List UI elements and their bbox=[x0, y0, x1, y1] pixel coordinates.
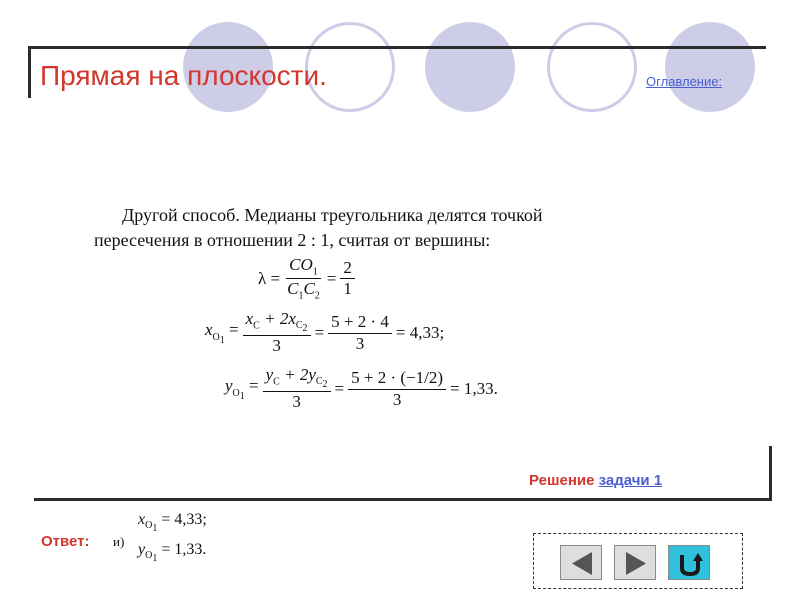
previous-slide-button[interactable] bbox=[560, 545, 602, 580]
frame-left-line bbox=[28, 46, 31, 98]
paragraph-line-1: Другой способ. Медианы треугольника делятся точкой bbox=[122, 205, 543, 225]
decor-circle-5 bbox=[665, 22, 755, 112]
decor-circle-3 bbox=[425, 22, 515, 112]
eq3-fraction-1: $\frac{y_C + 2y_{C_2}}{3}$ bbox=[263, 366, 331, 412]
table-of-contents-link[interactable]: Оглавление: bbox=[646, 74, 723, 89]
solution-label: Решение bbox=[529, 472, 595, 489]
answer-x: $x_{O_1} = 4,33$; bbox=[138, 511, 207, 535]
eq1-fraction-1: $\frac{CO_1}{C_1C_2}$ bbox=[287, 255, 320, 302]
decor-circle-4 bbox=[547, 22, 637, 112]
frame-right-line bbox=[769, 446, 772, 501]
arrow-right-icon bbox=[615, 546, 657, 581]
frame-top-line bbox=[28, 46, 766, 49]
eq3-fraction-2: $\frac{5 + 2 \cdot (-1/2)}{3}$ bbox=[348, 369, 446, 409]
return-button[interactable] bbox=[668, 545, 710, 580]
solution-reference bbox=[529, 472, 662, 489]
equation-y: $y_{O_1}$ = $\frac{y_C + 2y_{C_2}}{3}$ = $\frac{5 + 2 \cdot (-1/2)}{3}$ = 1,33. bbox=[225, 365, 498, 412]
equation-lambda: λ = $\frac{CO_1}{C_1C_2}$ = $\frac{2}{1}$ bbox=[258, 256, 359, 302]
next-slide-button[interactable] bbox=[614, 545, 656, 580]
eq1-fraction-2: $\frac{2}{1}$ bbox=[340, 259, 355, 299]
answer-conjunction: и) bbox=[113, 534, 125, 549]
arrow-left-icon bbox=[561, 546, 603, 581]
eq2-fraction-1: $\frac{x_C + 2x_{C_2}}{3}$ bbox=[243, 310, 311, 356]
task-1-link[interactable]: задачи 1 bbox=[598, 472, 663, 489]
eq2-fraction-2: $\frac{5 + 2 \cdot 4}{3}$ bbox=[328, 313, 392, 353]
eq2-result: = 4,33; bbox=[395, 323, 445, 343]
paragraph-line-2: пересечения в отношении 2 : 1, считая от вершины: bbox=[94, 230, 491, 250]
eq1-lhs: λ = bbox=[258, 268, 281, 288]
page-title: Прямая на плоскости. bbox=[40, 60, 327, 91]
eq3-result: = 1,33. bbox=[450, 379, 498, 399]
answer-label: Ответ: bbox=[41, 533, 90, 550]
return-arrow-icon bbox=[669, 546, 711, 581]
equation-x: $x_{O_1}$ = $\frac{x_C + 2x_{C_2}}{3}$ = $\frac{5 + 2 \cdot 4}{3}$ = 4,33; bbox=[205, 309, 445, 356]
frame-bottom-line bbox=[34, 498, 772, 501]
answer-y: $y_{O_1} = 1,33$. bbox=[138, 541, 207, 565]
